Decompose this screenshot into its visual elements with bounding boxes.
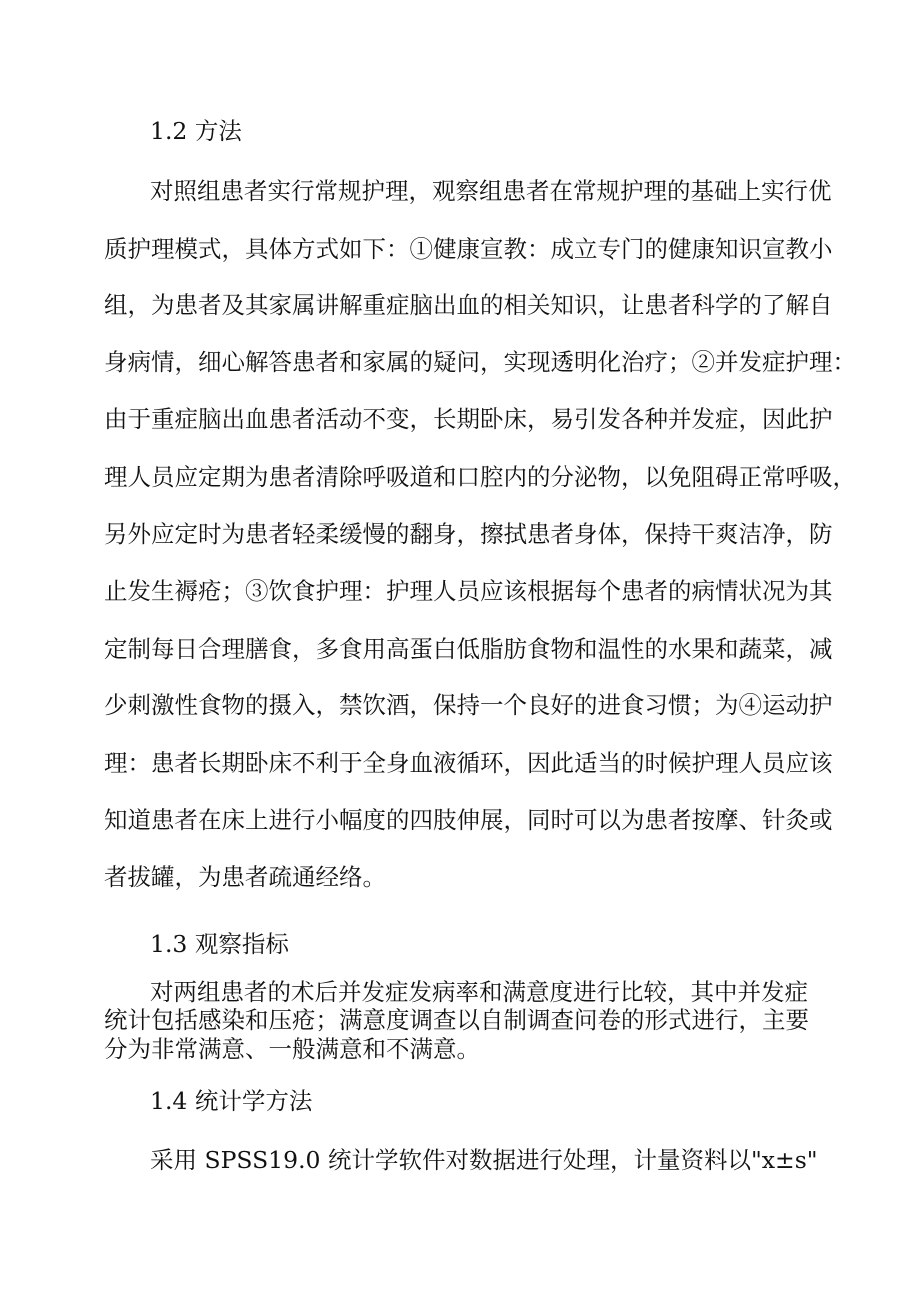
paragraph-line: 统计包括感染和压疮；满意度调查以自制调查问卷的形式进行，主要 [104, 1006, 809, 1034]
paragraph-line: 另外应定时为患者轻柔缓慢的翻身，擦拭患者身体，保持干爽洁净，防 [104, 520, 833, 548]
paragraph-line: 组，为患者及其家属讲解重症脑出血的相关知识，让患者科学的了解自 [104, 291, 833, 319]
paragraph-line: 身病情，细心解答患者和家属的疑问，实现透明化治疗；②并发症护理： [104, 348, 856, 376]
paragraph-line: 止发生褥疮；③饮食护理：护理人员应该根据每个患者的病情状况为其 [104, 577, 833, 605]
section-heading-1-3: 1.3 观察指标 [150, 930, 289, 958]
paragraph-line: 知道患者在床上进行小幅度的四肢伸展，同时可以为患者按摩、针灸或 [104, 806, 833, 834]
paragraph-line: 对照组患者实行常规护理，观察组患者在常规护理的基础上实行优 [150, 177, 832, 205]
paragraph-line: 者拔罐，为患者疏通经络。 [104, 863, 386, 891]
paragraph-line: 少刺激性食物的摄入，禁饮酒，保持一个良好的进食习惯；为④运动护 [104, 691, 833, 719]
paragraph-line: 质护理模式，具体方式如下：①健康宣教：成立专门的健康知识宣教小 [104, 235, 833, 263]
paragraph-line: 定制每日合理膳食，多食用高蛋白低脂肪食物和温性的水果和蔬菜，减 [104, 635, 833, 663]
section-heading-1-2: 1.2 方法 [150, 117, 242, 145]
paragraph-line: 理：患者长期卧床不利于全身血液循环，因此适当的时候护理人员应该 [104, 749, 833, 777]
paragraph-line: 由于重症脑出血患者活动不变，长期卧床，易引发各种并发症，因此护 [104, 405, 833, 433]
section-heading-1-4: 1.4 统计学方法 [150, 1087, 313, 1115]
paragraph-line: 采用 SPSS19.0 统计学软件对数据进行处理，计量资料以"x±s" [150, 1146, 818, 1174]
paragraph-line: 分为非常满意、一般满意和不满意。 [104, 1035, 480, 1063]
paragraph-line: 对两组患者的术后并发症发病率和满意度进行比较，其中并发症 [150, 978, 808, 1006]
paragraph-line: 理人员应定期为患者清除呼吸道和口腔内的分泌物，以免阻碍正常呼吸， [104, 463, 856, 491]
